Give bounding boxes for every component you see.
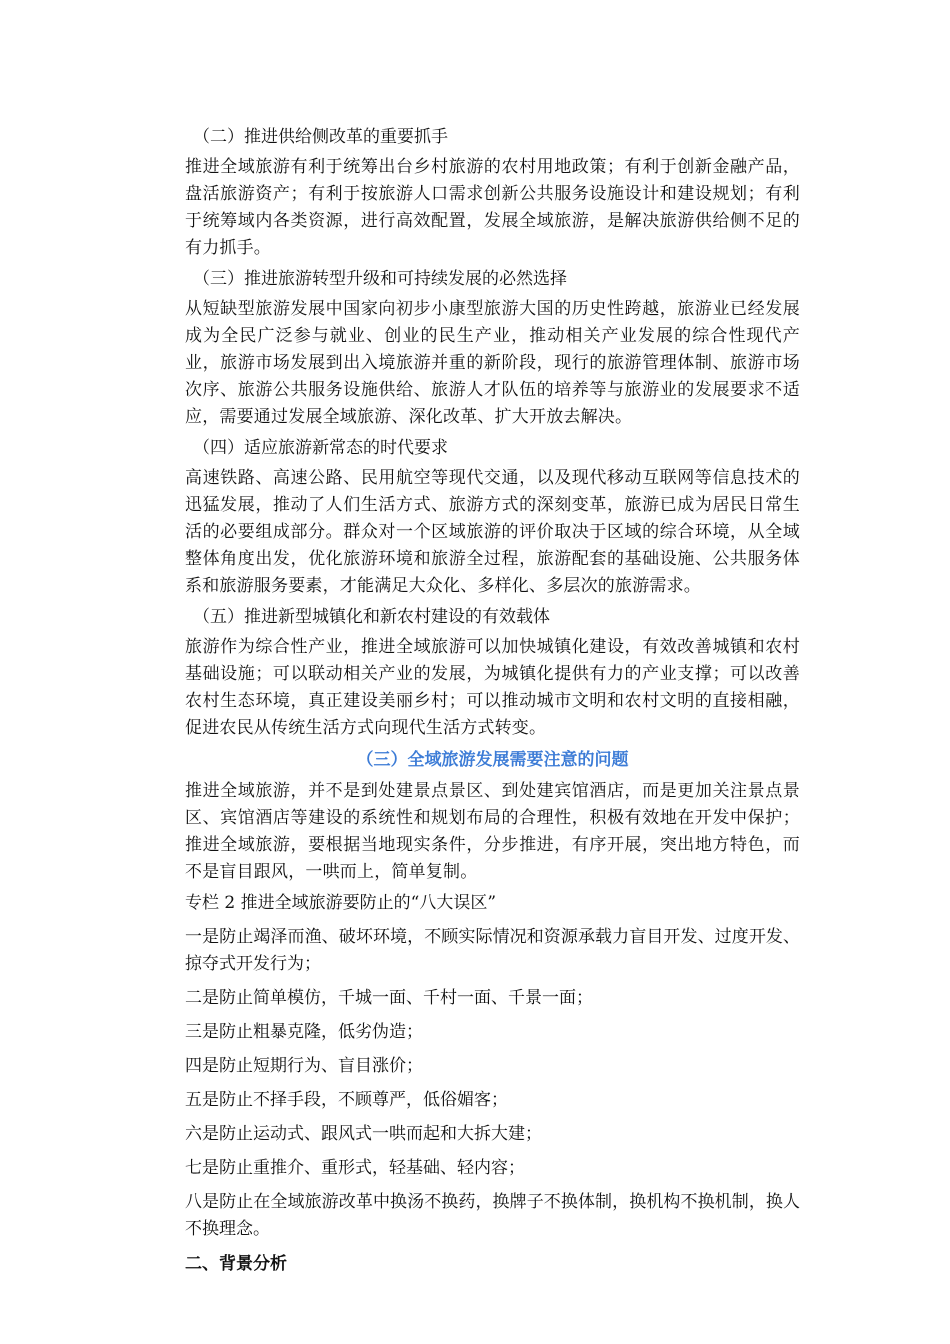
section-heading-background: 二、背景分析 bbox=[185, 1254, 287, 1274]
paragraph-urbanization: 旅游作为综合性产业，推进全域旅游可以加快城镇化建设，有效改善城镇和农村基础设施；可以联动相关产业的发展，为城镇化提供有力的产业支撑；可以改善农村生态环境，真正建设美丽乡村；可以推动城市文明和农村文明的直接相融，促进农民从传统生活方式向现代生活方式转变。 bbox=[185, 637, 800, 738]
subheading-supply-side: （二）推进供给侧改革的重要抓手 bbox=[193, 127, 448, 147]
subheading-transformation: （三）推进旅游转型升级和可持续发展的必然选择 bbox=[193, 269, 567, 289]
paragraph-new-normal: 高速铁路、高速公路、民用航空等现代交通，以及现代移动互联网等信息技术的迅猛发展，推动了人们生活方式、旅游方式的深刻变革，旅游已成为居民日常生活的必要组成部分。群众对一个区域旅游的评价取决于区域的综合环境，从全域整体角度出发，优化旅游环境和旅游全过程，旅游配套的基础设施、公共服务体系和旅游服务要素，才能满足大众化、多样化、多层次的旅游需求。 bbox=[185, 468, 800, 596]
paragraph-transformation: 从短缺型旅游发展中国家向初步小康型旅游大国的历史性跨越，旅游业已经发展成为全民广泛参与就业、创业的民生产业，推动相关产业发展的综合性现代产业，旅游市场发展到出入境旅游并重的新阶段，现行的旅游管理体制、旅游市场次序、旅游公共服务设施供给、旅游人才队伍的培养等与旅游业的发展要求不适应，需要通过发展全域旅游、深化改革、扩大开放去解决。 bbox=[185, 299, 800, 427]
paragraph-issues: 推进全域旅游，并不是到处建景点景区、到处建宾馆酒店，而是更加关注景点景区、宾馆酒店等建设的系统性和规划布局的合理性，积极有效地在开发中保护；推进全域旅游，要根据当地现实条件，分步推进，有序开展，突出地方特色，而不是盲目跟风，一哄而上，简单复制。 bbox=[185, 781, 800, 882]
list-item: 六是防止运动式、跟风式一哄而起和大拆大建； bbox=[185, 1124, 542, 1144]
list-item: 八是防止在全域旅游改革中换汤不换药，换牌子不换体制，换机构不换机制，换人不换理念。 bbox=[185, 1192, 800, 1239]
list-item: 一是防止竭泽而渔、破坏环境，不顾实际情况和资源承载力盲目开发、过度开发、掠夺式开发行为； bbox=[185, 927, 800, 974]
list-item: 五是防止不择手段，不顾尊严，低俗媚客； bbox=[185, 1090, 508, 1110]
paragraph-supply-side: 推进全域旅游有利于统筹出台乡村旅游的农村用地政策；有利于创新金融产品，盘活旅游资产；有利于按旅游人口需求创新公共服务设施设计和建设规划；有利于统筹域内各类资源，进行高效配置，发展全域旅游，是解决旅游供给侧不足的有力抓手。 bbox=[185, 157, 800, 258]
section-heading-issues: （三）全域旅游发展需要注意的问题 bbox=[356, 750, 629, 770]
document-body bbox=[185, 124, 800, 1278]
list-item: 七是防止重推介、重形式，轻基础、轻内容； bbox=[185, 1158, 525, 1178]
list-item: 三是防止粗暴克隆，低劣伪造； bbox=[185, 1022, 423, 1042]
column-title: 专栏 2 推进全域旅游要防止的“八大误区” bbox=[185, 893, 497, 913]
list-item: 二是防止简单模仿，千城一面、千村一面、千景一面； bbox=[185, 988, 593, 1008]
subheading-new-normal: （四）适应旅游新常态的时代要求 bbox=[193, 438, 448, 458]
list-item: 四是防止短期行为、盲目涨价； bbox=[185, 1056, 423, 1076]
subheading-urbanization: （五）推进新型城镇化和新农村建设的有效载体 bbox=[193, 607, 550, 627]
